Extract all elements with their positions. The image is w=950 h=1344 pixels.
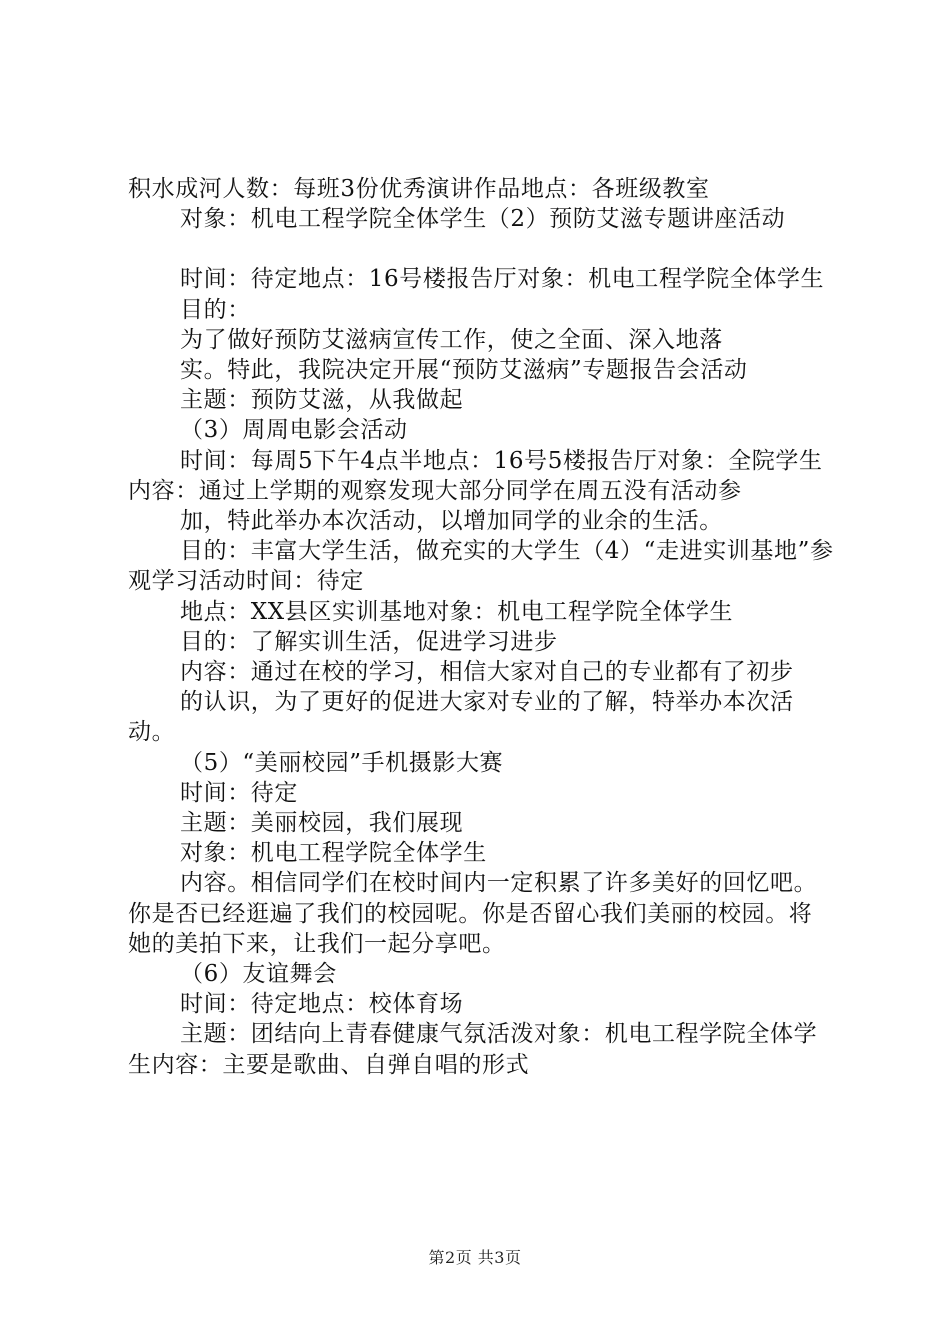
paragraph-20: 内容。相信同学们在校时间内一定积累了许多美好的回忆吧。你是否已经逛遍了我们的校园呢。你是否留心我们美丽的校园。将她的美拍下来，让我们一起分享吧。 [128, 870, 818, 957]
paragraph-15: 的认识，为了更好的促进大家对专业的了解，特举办本次活动。 [128, 689, 794, 746]
paragraph-17: 时间：待定 [180, 779, 298, 806]
page-number-label: 第2页 共3页 [428, 1248, 522, 1267]
paragraph-1: 积水成河人数：每班3份优秀演讲作品地点：各班级教室 [128, 176, 710, 202]
paragraph-5: 为了做好预防艾滋病宣传工作，使之全面、深入地落 [180, 326, 723, 353]
paragraph-2: 对象：机电工程学院全体学生（2）预防艾滋专题讲座活动 [180, 206, 786, 233]
paragraph-9: 时间：每周5下午4点半地点：16号5楼报告厅对象：全院学生内容：通过上学期的观察发现大部分同学在周五没有活动参 [128, 447, 823, 504]
document-body [128, 174, 834, 1080]
paragraph-10: 加，特此举办本次活动，以增加同学的业余的生活。 [180, 508, 723, 535]
paragraph-8: （3）周周电影会活动 [180, 417, 408, 444]
paragraph-16: （5）“美丽校园”手机摄影大赛 [180, 749, 504, 776]
paragraph-23: 主题：团结向上青春健康气氛活泼对象：机电工程学院全体学生内容：主要是歌曲、自弹自唱的形式 [128, 1021, 818, 1078]
paragraph-6: 实。特此，我院决定开展“预防艾滋病”专题报告会活动 [180, 357, 748, 384]
paragraph-12: 地点：XX县区实训基地对象：机电工程学院全体学生 [180, 598, 734, 625]
paragraph-4: 目的： [180, 296, 251, 323]
paragraph-21: （6）友谊舞会 [180, 961, 337, 988]
paragraph-22: 时间：待定地点：校体育场 [180, 991, 464, 1018]
paragraph-7: 主题：预防艾滋，从我做起 [180, 387, 464, 414]
paragraph-11: 目的：丰富大学生活，做充实的大学生（4）“走进实训基地”参观学习活动时间：待定 [128, 538, 834, 595]
paragraph-18: 主题：美丽校园，我们展现 [180, 810, 464, 837]
paragraph-19: 对象：机电工程学院全体学生 [180, 840, 487, 867]
paragraph-13: 目的：了解实训生活，促进学习进步 [180, 628, 558, 655]
paragraph-14: 内容：通过在校的学习，相信大家对自己的专业都有了初步 [180, 659, 794, 686]
paragraph-3: 时间：待定地点：16号楼报告厅对象：机电工程学院全体学生 [180, 266, 825, 293]
page-footer [0, 1245, 950, 1268]
